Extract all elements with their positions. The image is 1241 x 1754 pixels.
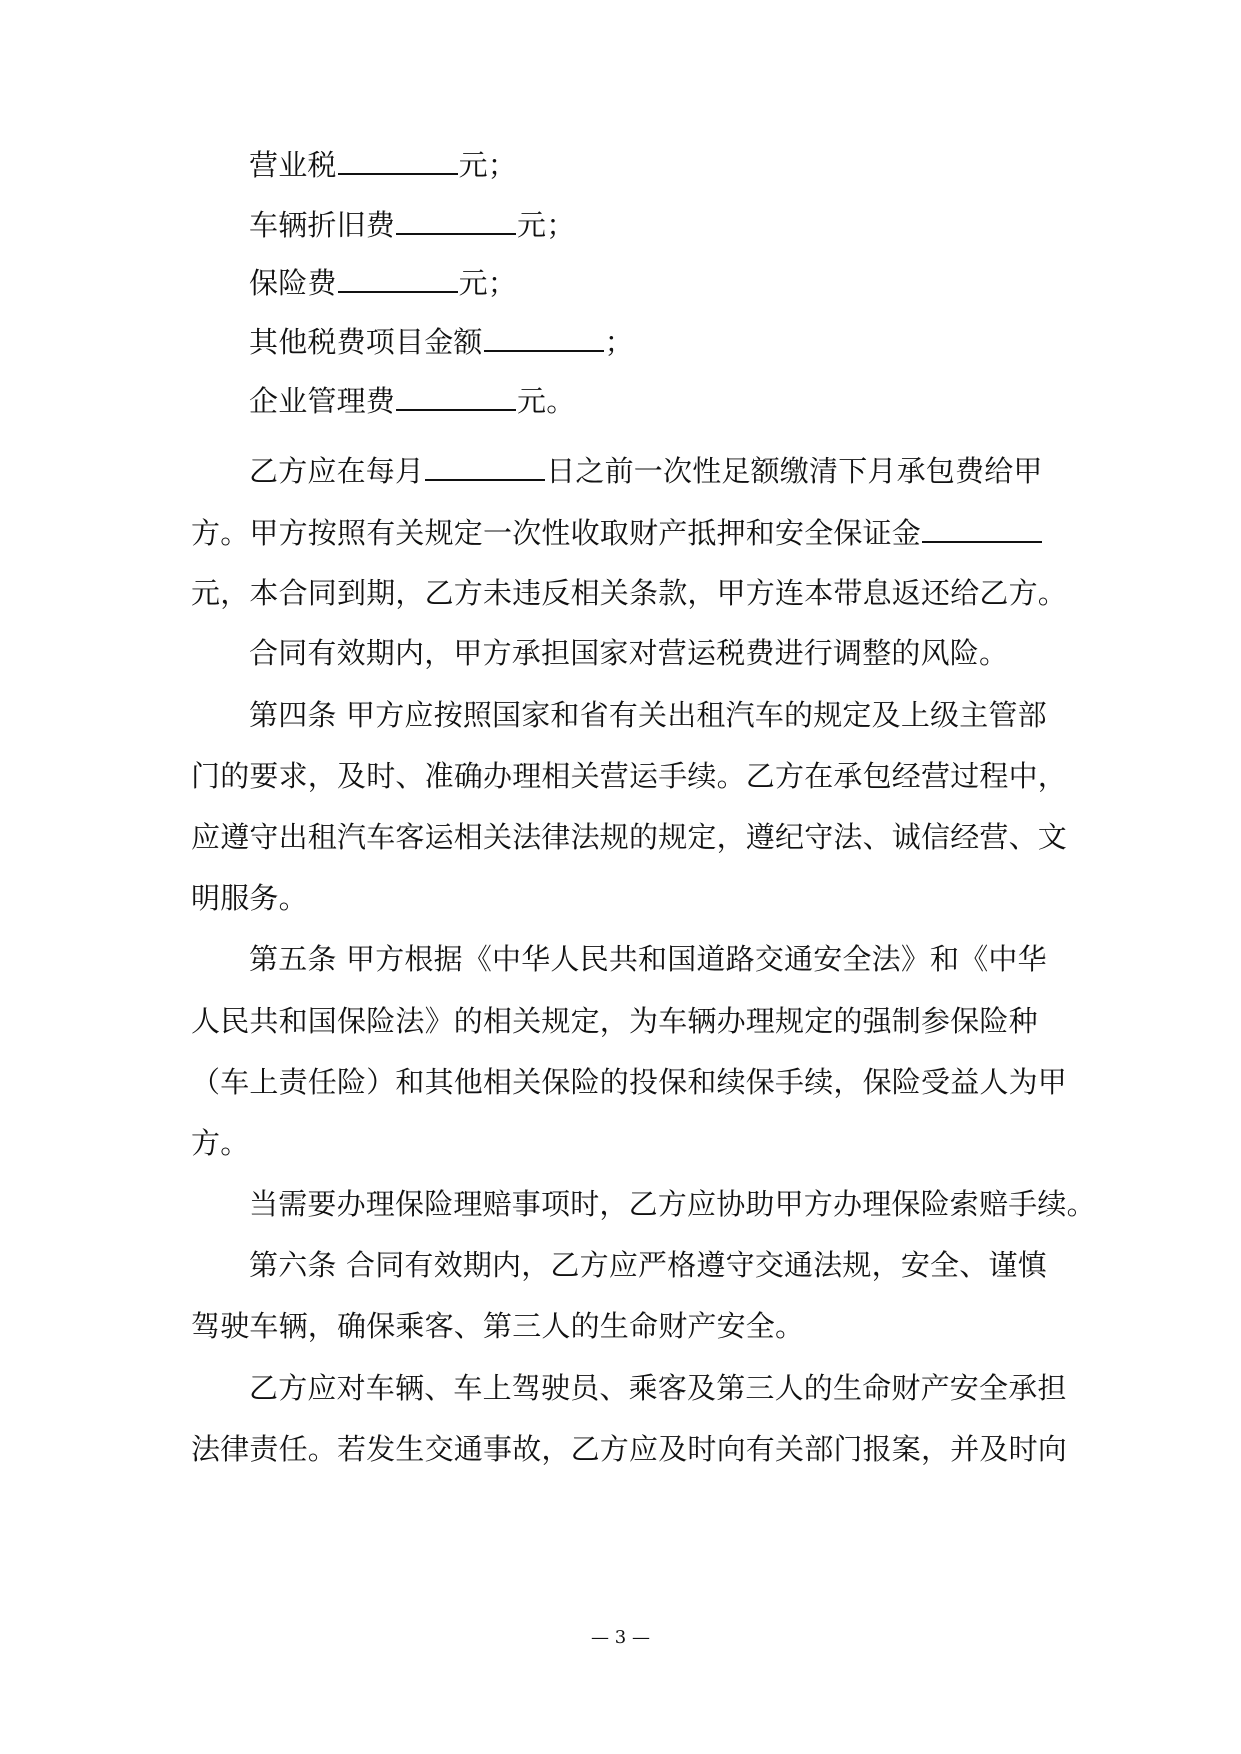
- paragraph-line: 当需要办理保险理赔事项时，乙方应协助甲方办理保险索赔手续。: [249, 1187, 1096, 1221]
- paragraph-line: 法律责任。若发生交通事故，乙方应及时向有关部门报案，并及时向: [191, 1432, 1068, 1466]
- blank-field: [338, 255, 458, 293]
- article-six-heading-line: 第六条 合同有效期内，乙方应严格遵守交通法规，安全、谨慎: [249, 1248, 1047, 1282]
- page-number: — 3 —: [591, 1627, 650, 1648]
- paragraph-line: 明服务。: [191, 881, 308, 915]
- fee-line-management: 企业管理费 元。: [249, 371, 1061, 431]
- paragraph-line: 门的要求，及时、准确办理相关营运手续。乙方在承包经营过程中，: [191, 759, 1068, 793]
- paragraph-line: 合同有效期内，甲方承担国家对营运税费进行调整的风险。: [249, 636, 1009, 670]
- fee-line-other-taxes: 其他税费项目金额 ；: [249, 312, 1061, 372]
- paragraph-line: 方。甲方按照有关规定一次性收取财产抵押和安全保证金: [191, 503, 1061, 563]
- paragraph-line: 应遵守出租汽车客运相关法律法规的规定，遵纪守法、诚信经营、文: [191, 820, 1068, 854]
- paragraph-line: 元，本合同到期，乙方未违反相关条款，甲方连本带息返还给乙方。: [191, 576, 1068, 610]
- blank-field: [922, 505, 1042, 543]
- blank-field: [396, 373, 516, 411]
- paragraph-line: 乙方应对车辆、车上驾驶员、乘客及第三人的生命财产安全承担: [249, 1371, 1067, 1405]
- paragraph-line: 驾驶车辆，确保乘客、第三人的生命财产安全。: [191, 1309, 805, 1343]
- article-four-heading-line: 第四条 甲方应按照国家和省有关出租汽车的规定及上级主管部: [249, 698, 1047, 732]
- paragraph-line: 方。: [191, 1126, 250, 1160]
- blank-field: [396, 197, 516, 235]
- blank-field: [484, 314, 604, 352]
- fee-line-business-tax: 营业税 元；: [249, 135, 1061, 195]
- fee-line-depreciation: 车辆折旧费 元；: [249, 195, 1061, 255]
- paragraph-line: （车上责任险）和其他相关保险的投保和续保手续，保险受益人为甲: [191, 1065, 1068, 1099]
- paragraph-line: 乙方应在每月 日之前一次性足额缴清下月承包费给甲: [249, 441, 1061, 501]
- article-five-heading-line: 第五条 甲方根据《中华人民共和国道路交通安全法》和《中华: [249, 942, 1047, 976]
- blank-field: [425, 443, 545, 481]
- fee-line-insurance: 保险费 元；: [249, 253, 1061, 313]
- blank-field: [338, 137, 458, 175]
- paragraph-line: 人民共和国保险法》的相关规定，为车辆办理规定的强制参保险种: [191, 1004, 1038, 1038]
